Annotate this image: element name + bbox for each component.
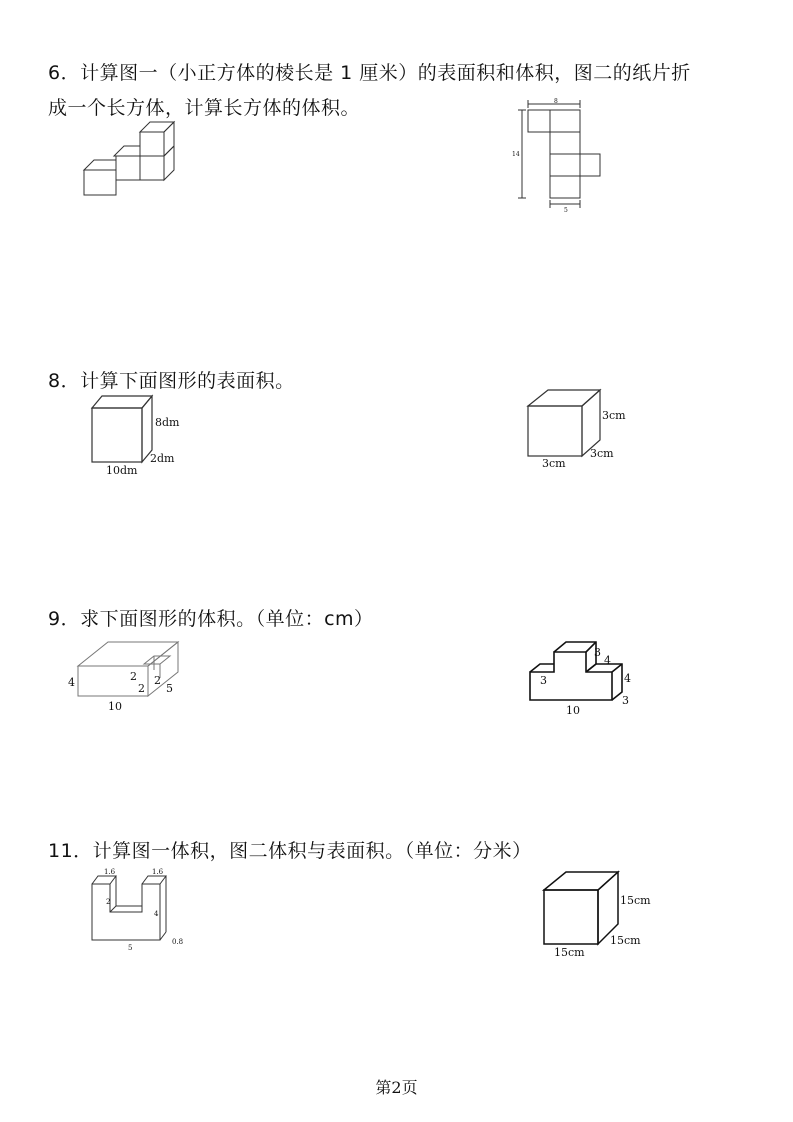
q8-fig2-height-label: 3cm [602, 409, 626, 422]
q9-fig2-width-label: 10 [566, 704, 580, 717]
q9-t-block-figure [524, 630, 644, 722]
q11-fig1-thickness-label: 0.8 [172, 938, 184, 946]
q6-net-top-label: 8 [554, 98, 558, 105]
q6-net-left-label: 14 [512, 151, 520, 158]
q9-fig1-depth-label: 5 [166, 682, 173, 695]
q11-fig1-width-label: 5 [128, 944, 133, 952]
q9-fig2-left-h-label: 3 [540, 674, 547, 687]
q11-fig2-depth-label: 15cm [610, 934, 641, 947]
q6-text-line1: 6．计算图一（小正方体的棱长是 1 厘米）的表面积和体积，图二的纸片折 [48, 62, 691, 84]
q9-fig2-top-h-label: 3 [594, 646, 601, 659]
q9-fig1-notch-a-label: 2 [130, 670, 137, 683]
q11-fig2-width-label: 15cm [554, 946, 585, 959]
q6-net-bottom-label: 5 [564, 207, 568, 214]
q11-fig1-inner-h-label: 4 [154, 910, 159, 918]
q8-fig1-height-label: 8dm [155, 416, 180, 429]
q11-fig1-top-left-label: 1.6 [104, 868, 116, 876]
q8-cuboid-figure [88, 390, 198, 480]
q9-fig1-width-label: 10 [108, 700, 122, 713]
q9-fig2-right-h-label: 4 [624, 672, 631, 685]
q9-fig1-notch-c-label: 2 [154, 674, 161, 687]
q9-text: 9．求下面图形的体积。（单位：cm） [48, 608, 374, 630]
q8-fig1-depth-label: 2dm [150, 452, 175, 465]
q9-fig2-depth-label: 3 [622, 694, 629, 707]
q6-box-net-figure [512, 96, 612, 214]
q11-fig2-height-label: 15cm [620, 894, 651, 907]
q8-text: 8．计算下面图形的表面积。 [48, 370, 295, 392]
q11-fig1-top-right-label: 1.6 [152, 868, 164, 876]
q9-fig2-top-d-label: 4 [604, 654, 611, 667]
q8-cube-figure [520, 384, 640, 474]
q9-notched-block-figure [66, 628, 196, 718]
q8-fig2-width-label: 3cm [542, 457, 566, 470]
q6-cube-stack-figure [80, 118, 180, 200]
q11-u-block-figure [86, 862, 196, 954]
q11-fig1-inner-depth-label: 2 [106, 898, 111, 906]
q6-text-line2: 成一个长方体，计算长方体的体积。 [48, 97, 361, 119]
q8-fig2-depth-label: 3cm [590, 447, 614, 460]
q8-fig1-width-label: 10dm [106, 464, 138, 477]
page-number: 第2页 [375, 1078, 418, 1097]
q11-cube-figure [538, 866, 658, 962]
q9-fig1-height-label: 4 [68, 676, 75, 689]
q11-text: 11．计算图一体积，图二体积与表面积。（单位：分米） [48, 840, 532, 862]
q9-fig1-notch-b-label: 2 [138, 682, 145, 695]
